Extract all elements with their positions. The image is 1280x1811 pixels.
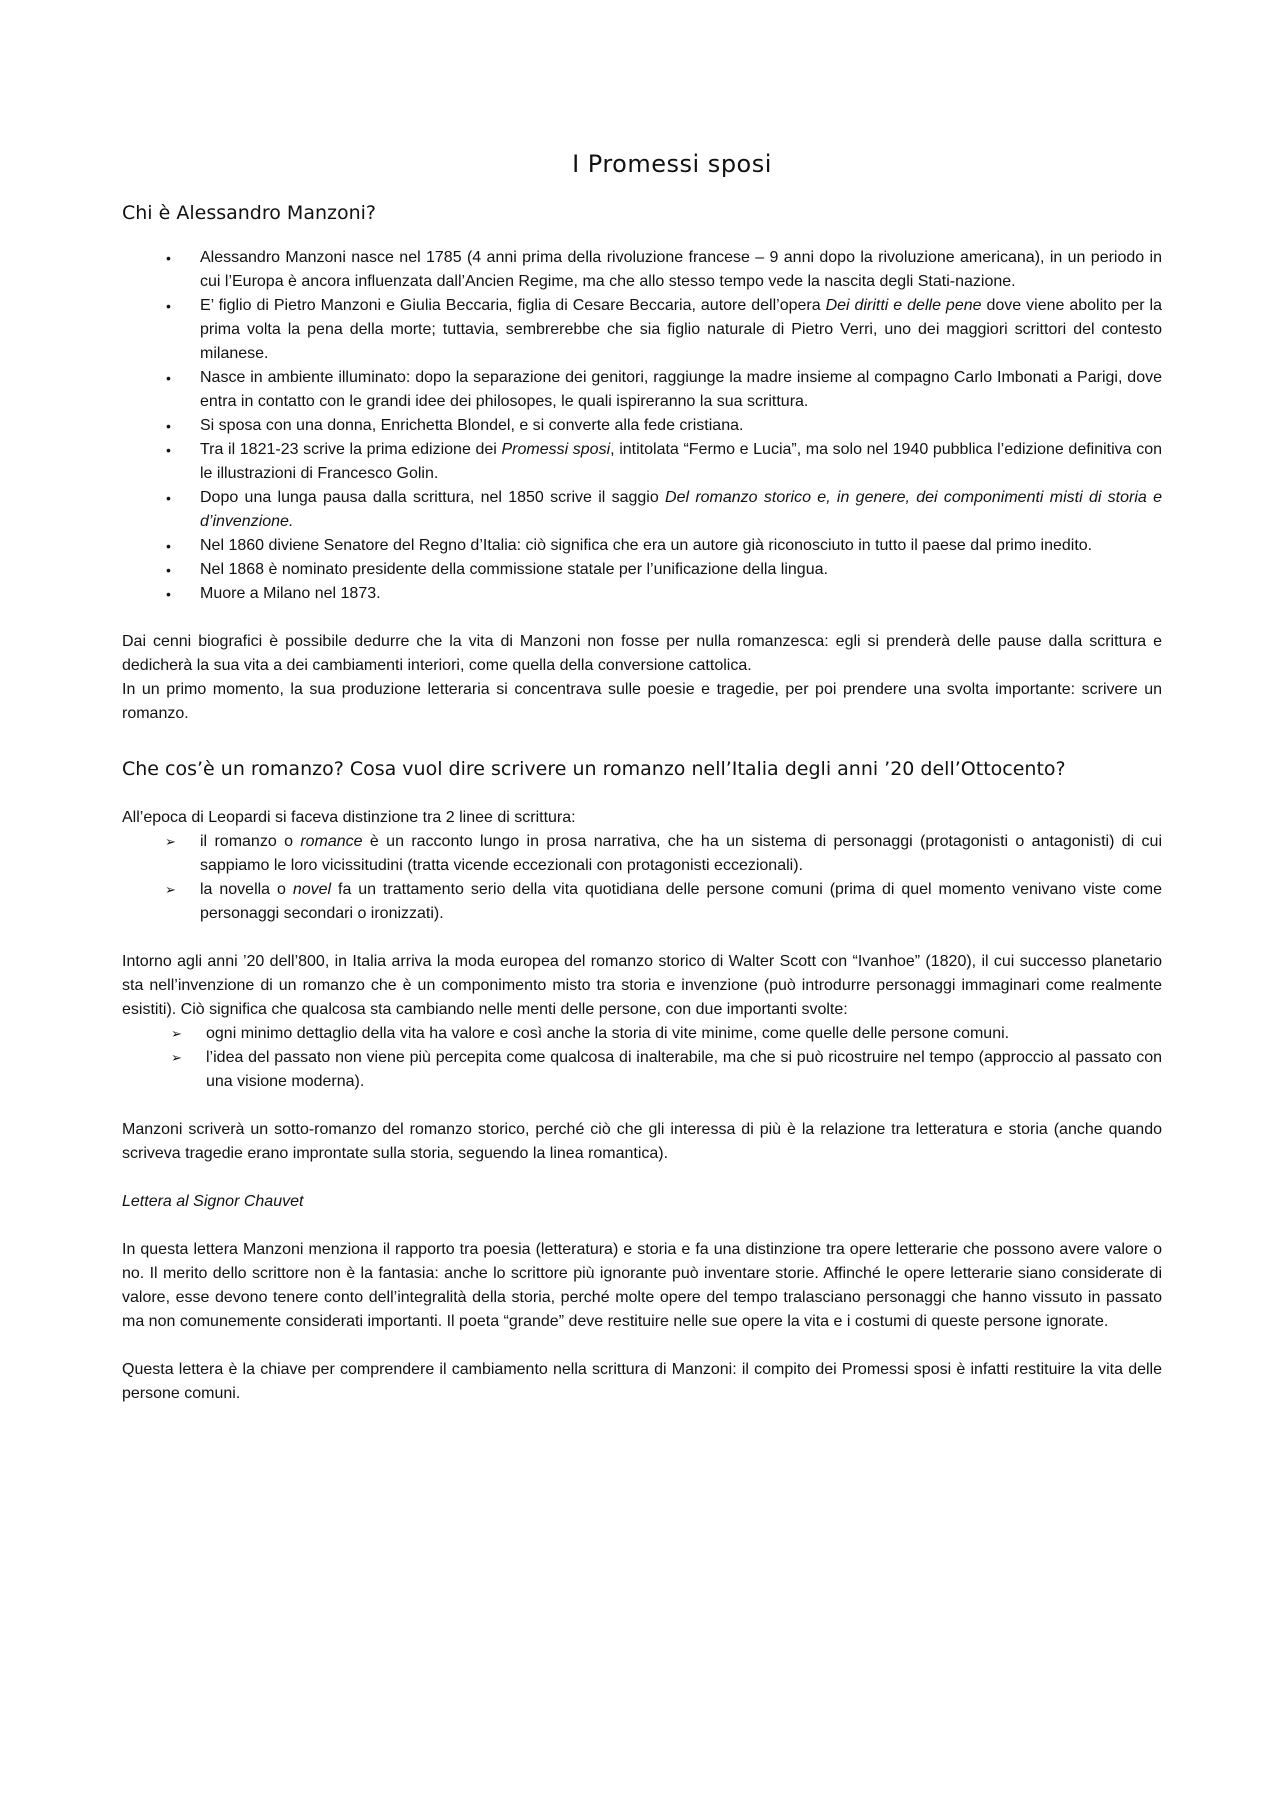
literary-production-paragraph: In un primo momento, la sua produzione letteraria si concentrava sulle poesie e tragedie, per poi prendere una svolta importante: scrivere un romanzo.	[122, 681, 1162, 722]
bullet-icon: •	[166, 298, 171, 314]
list-item: ➢ il romanzo o romance è un racconto lungo in prosa narrativa, che ha un sistema di personaggi (protagonisti o antagonisti) di cui sappiamo le loro vicissitudini (tratta vicende eccezionali con protagonisti eccezionali).	[200, 830, 1162, 878]
list-item: ➢ la novella o novel fa un trattamento serio della vita quotidiana delle persone comuni (prima di quel momento venivano viste come personaggi secondari o ironizzati).	[200, 878, 1162, 926]
list-item: • E’ figlio di Pietro Manzoni e Giulia Beccaria, figlia di Cesare Beccaria, autore dell’opera Dei diritti e delle pene dove viene abolito per la prima volta la pena della morte; tuttavia, sembrerebbe che sia figlio naturale di Pietro Verri, uno dei maggiori scrittori del contesto milanese.	[200, 294, 1162, 366]
list-item: • Nasce in ambiente illuminato: dopo la separazione dei genitori, raggiunge la madre insieme al compagno Carlo Imbonati a Parigi, dove entra in contatto con le grandi idee dei philosopes, le quali ispireranno la sua scrittura.	[200, 366, 1162, 414]
leopardi-intro-paragraph: All’epoca di Leopardi si faceva distinzione tra 2 linee di scrittura:	[122, 809, 576, 826]
list-item: • Si sposa con una donna, Enrichetta Blondel, e si converte alla fede cristiana.	[200, 414, 1162, 438]
walter-scott-paragraph: Intorno agli anni ’20 dell’800, in Italia arriva la moda europea del romanzo storico di Walter Scott con “Ivanhoe” (1820), il cui successo planetario sta nell’invenzione di un romanzo che è un componimento misto tra storia e invenzione (può introdurre personaggi immaginari come realmente esistiti). Ciò significa che qualcosa sta cambiando nelle menti delle persone, con due importanti svolte:	[122, 953, 1162, 1018]
biography-summary-paragraph: Dai cenni biografici è possibile dedurre che la vita di Manzoni non fosse per nulla romanzesca: egli si prenderà delle pause dalla scrittura e dedicherà la sua vita a dei cambiamenti interiori, come quella della conversione cattolica.	[122, 633, 1162, 674]
list-item: ➢ ogni minimo dettaglio della vita ha valore e così anche la storia di vite minime, come quelle delle persone comuni.	[206, 1022, 1162, 1046]
bullet-icon: •	[166, 586, 171, 602]
list-item: • Alessandro Manzoni nasce nel 1785 (4 anni prima della rivoluzione francese – 9 anni dopo la rivoluzione americana), in un periodo in cui l’Europa è ancora influenzata dall’Ancien Regime, ma che allo stesso tempo vede la nascita degli Stati-nazione.	[200, 246, 1162, 294]
arrow-bullet-icon: ➢	[171, 1050, 182, 1065]
list-item: • Dopo una lunga pausa dalla scrittura, nel 1850 scrive il saggio Del romanzo storico e, in genere, dei componimenti misti di storia e d’invenzione.	[200, 486, 1162, 534]
manzoni-romanzo-paragraph: Manzoni scriverà un sotto-romanzo del romanzo storico, perché ciò che gli interessa di più è la relazione tra letteratura e storia (anche quando scriveva tragedie erano improntate sulla storia, seguendo la linea romantica).	[122, 1121, 1162, 1162]
bullet-icon: •	[166, 418, 171, 434]
bullet-icon: •	[166, 442, 171, 458]
arrow-bullet-icon: ➢	[165, 882, 176, 897]
arrow-bullet-icon: ➢	[165, 834, 176, 849]
list-item: • Tra il 1821-23 scrive la prima edizione dei Promessi sposi, intitolata “Fermo e Lucia”, ma solo nel 1940 pubblica l’edizione definitiva con le illustrazioni di Francesco Golin.	[200, 438, 1162, 486]
subheading-chauvet: Lettera al Signor Chauvet	[122, 1193, 304, 1210]
bullet-icon: •	[166, 250, 171, 266]
turns-list	[122, 1022, 1162, 1094]
list-item: ➢ l’idea del passato non viene più percepita come qualcosa di inalterabile, ma che si può ricostruire nel tempo (approccio al passato con una visione moderna).	[206, 1046, 1162, 1094]
bullet-icon: •	[166, 538, 171, 554]
list-item: • Nel 1860 diviene Senatore del Regno d’Italia: ciò significa che era un autore già riconosciuto in tutto il paese dal primo inedito.	[200, 534, 1162, 558]
conclusion-paragraph: Questa lettera è la chiave per comprendere il cambiamento nella scrittura di Manzoni: il compito dei Promessi sposi è infatti restituire la vita delle persone comuni.	[122, 1361, 1162, 1402]
document-title: I Promessi sposi	[572, 150, 772, 178]
chauvet-paragraph: In questa lettera Manzoni menziona il rapporto tra poesia (letteratura) e storia e fa una distinzione tra opere letterarie che possono avere valore o no. Il merito dello scrittore non è la fantasia: anche lo scrittore più ignorante può inventare storie. Affinché le opere letterarie siano considerate di valore, esse devono tenere conto dell’integralità della storia, perché molte opere del tempo tralasciano personaggi che hanno vissuto in passato ma non comunemente considerati importanti. Il poeta “grande” deve restituire nelle sue opere la vita e i costumi di queste persone ignorate.	[122, 1241, 1162, 1330]
biography-list	[122, 246, 1162, 606]
bullet-icon: •	[166, 490, 171, 506]
bullet-icon: •	[166, 562, 171, 578]
section-heading-manzoni: Chi è Alessandro Manzoni?	[122, 202, 377, 224]
definitions-list	[122, 830, 1162, 926]
arrow-bullet-icon: ➢	[171, 1026, 182, 1041]
list-item: • Nel 1868 è nominato presidente della commissione statale per l’unificazione della lingua.	[200, 558, 1162, 582]
bullet-icon: •	[166, 370, 171, 386]
section-heading-romanzo: Che cos’è un romanzo? Cosa vuol dire scrivere un romanzo nell’Italia degli anni ’20 dell’Ottocento?	[122, 758, 1066, 780]
list-item: • Muore a Milano nel 1873.	[200, 582, 1162, 606]
document-page	[122, 148, 1162, 1406]
